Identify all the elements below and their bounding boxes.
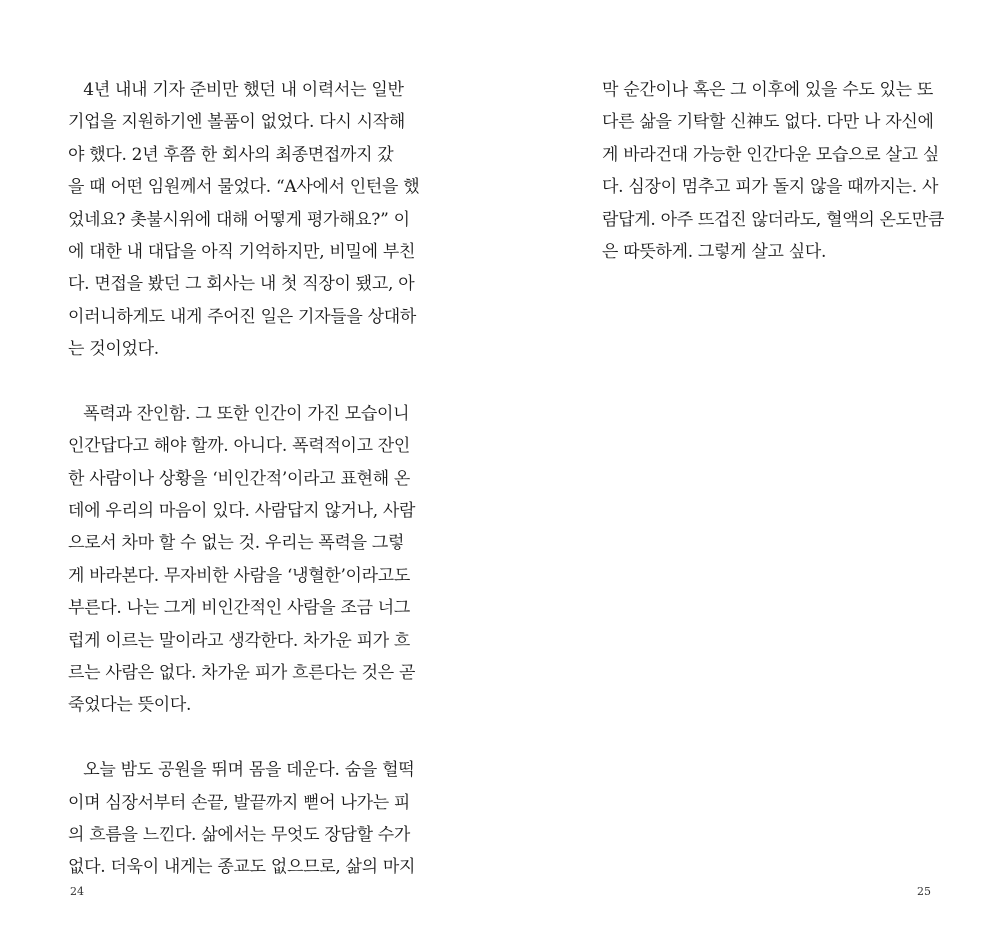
text-line: 은 따뜻하게. 그렇게 살고 싶다. (602, 241, 827, 262)
text-line: 르는 사람은 없다. 차가운 피가 흐른다는 것은 곧 (68, 663, 416, 684)
page-number: 24 (70, 885, 84, 898)
text-line: 게 바라건대 가능한 인간다운 모습으로 살고 싶 (602, 144, 939, 165)
paragraph (602, 74, 947, 268)
text-line: 부른다. 나는 그게 비인간적인 사람을 조금 너그 (68, 598, 411, 619)
text-line: 다. 심장이 멈추고 피가 돌지 않을 때까지는. 사 (602, 177, 939, 198)
paragraph (68, 754, 416, 884)
text-line: 한 사람이나 상황을 ‘비인간적’이라고 표현해 온 (68, 468, 411, 489)
page-number: 25 (917, 885, 931, 898)
text-line: 는 것이었다. (68, 339, 159, 360)
paragraph-gap (68, 366, 413, 398)
text-line: 었네요? 촛불시위에 대해 어떻게 평가해요?” 이 (68, 209, 410, 230)
text-line: 4년 내내 기자 준비만 했던 내 이력서는 일반 (68, 80, 404, 100)
text-line: 막 순간이나 혹은 그 이후에 있을 수도 있는 또 (602, 80, 934, 100)
text-line: 죽었다는 뜻이다. (68, 695, 192, 716)
text-line: 인간답다고 해야 할까. 아니다. 폭력적이고 잔인 (68, 436, 411, 457)
paragraph (68, 74, 420, 366)
text-line: 람답게. 아주 뜨겁진 않더라도, 혈액의 온도만큼 (602, 209, 945, 230)
text-line: 오늘 밤도 공원을 뛰며 몸을 데운다. 숨을 헐떡 (68, 760, 415, 781)
text-line: 다른 삶을 기탁할 신神도 없다. 다만 나 자신에 (602, 112, 934, 133)
text-line: 을 때 어떤 임원께서 물었다. “A사에서 인턴을 했 (68, 177, 420, 198)
text-line: 이며 심장서부터 손끝, 발끝까지 뻗어 나가는 피 (68, 792, 411, 813)
text-line: 데에 우리의 마음이 있다. 사람답지 않거나, 사람 (68, 501, 416, 522)
text-line: 폭력과 잔인함. 그 또한 인간이 가진 모습이니 (68, 403, 410, 424)
text-line: 없다. 더욱이 내게는 종교도 없으므로, 삶의 마지 (68, 857, 416, 878)
text-line: 이러니하게도 내게 주어진 일은 기자들을 상대하 (68, 306, 416, 327)
paragraph (68, 398, 416, 722)
text-line: 의 흐름을 느낀다. 삶에서는 무엇도 장담할 수가 (68, 824, 411, 845)
left-page-body (68, 74, 420, 884)
text-line: 다. 면접을 봤던 그 회사는 내 첫 직장이 됐고, 아 (68, 274, 415, 295)
text-line: 야 했다. 2년 후쯤 한 회사의 최종면접까지 갔 (68, 144, 394, 165)
text-line: 럽게 이르는 말이라고 생각한다. 차가운 피가 흐 (68, 630, 411, 651)
text-line: 기업을 지원하기엔 볼품이 없었다. 다시 시작해 (68, 112, 405, 133)
right-page (500, 0, 1000, 949)
text-line: 게 바라본다. 무자비한 사람을 ‘냉혈한’이라고도 (68, 565, 411, 586)
text-line: 에 대한 내 대답을 아직 기억하지만, 비밀에 부친 (68, 241, 416, 262)
right-page-body (602, 74, 947, 268)
text-line: 으로서 차마 할 수 없는 것. 우리는 폭력을 그렇 (68, 533, 405, 554)
paragraph-gap (68, 722, 413, 754)
